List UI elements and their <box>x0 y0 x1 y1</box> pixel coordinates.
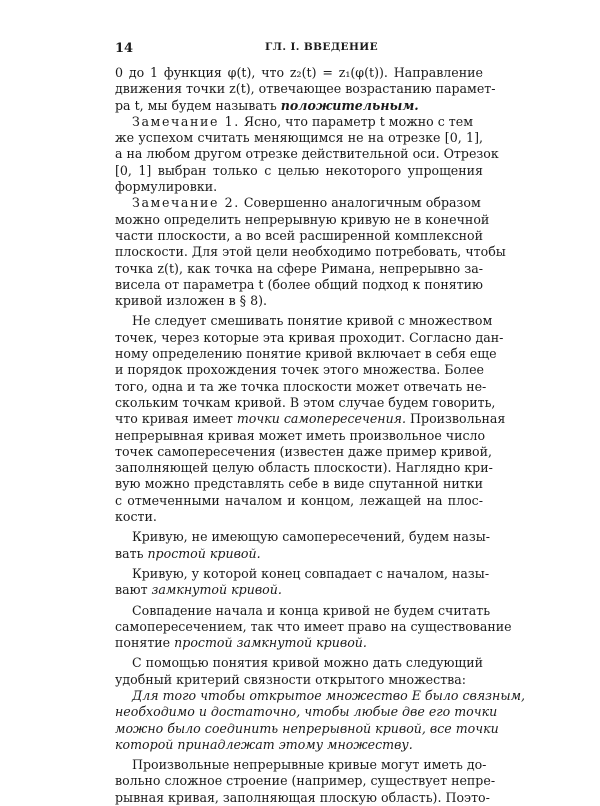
text-span: вать <box>115 545 148 561</box>
text-line: Кривую, у которой конец совпадает с началом, назы- <box>132 565 490 581</box>
text-line: движения точки z(t), отвечающее возрастанию парамет- <box>115 81 496 97</box>
text-line: же успехом считать меняющимся не на отрезке [0, 1], <box>115 130 483 146</box>
text-line <box>115 546 483 562</box>
text-line: непрерывная кривая может иметь произвольное число <box>115 427 486 443</box>
text-line <box>115 195 483 211</box>
text-line: с отмеченными началом и концом, лежащей на плос- <box>115 492 483 508</box>
term-positive: положительным. <box>280 97 419 113</box>
text-span: вают <box>115 582 152 598</box>
paragraph-simple-curve <box>115 529 491 562</box>
paragraph-connectivity <box>115 655 483 688</box>
paragraph-closed-curve <box>115 565 490 599</box>
text-line: кривой изложен в § 8). <box>115 293 267 309</box>
text-line: Совпадение начала и конца кривой не будем считать <box>132 602 491 618</box>
text-span: ра t, мы будем называть <box>115 97 281 113</box>
text-line: вольно сложное строение (например, существует непре- <box>115 773 496 789</box>
text-line: самопересечением, так что имеет право на существование <box>115 618 512 634</box>
connectivity-criterion <box>115 687 526 753</box>
text-line: необходимо и достаточно, чтобы любые две его точки <box>115 704 498 720</box>
text-line: а на любом другом отрезке действительной оси. Отрезок <box>115 146 499 162</box>
text-line: плоскости. Для этой цели необходимо потребовать, чтобы <box>115 244 506 260</box>
text-span: можно было соединить <box>115 720 283 736</box>
text-span: все точки <box>425 720 499 736</box>
text-line: С помощью понятия кривой можно дать следующий <box>132 655 483 671</box>
text-line: точек, через которые эта кривая проходит. Согласно дан- <box>115 329 504 345</box>
text-line: и порядок прохождения точек этого множества. Более <box>115 362 485 378</box>
text-line: заполняющей целую область плоскости). Наглядно кри- <box>115 460 493 476</box>
text-line: точек самопересечения (известен даже пример кривой, <box>115 443 492 459</box>
text-line <box>115 114 483 130</box>
term-self-intersection: точки самопересечения. <box>236 411 407 427</box>
remark-1 <box>115 113 499 195</box>
text-line: скольким точкам кривой. В этом случае будем говорить, <box>115 394 496 410</box>
text-line <box>115 582 483 598</box>
paragraph-simple-closed-curve <box>115 602 512 652</box>
text-line: висела от параметра t (более общий подход к понятию <box>115 276 483 292</box>
remark-2 <box>115 195 506 309</box>
text-line: кости. <box>115 509 157 525</box>
text-span: непрерывной кривой, <box>282 720 426 736</box>
text-line: рывная кривая, заполняющая плоскую область). Поэто- <box>115 789 490 805</box>
text-line: Для того чтобы открытое множество E было связным, <box>132 687 526 703</box>
paragraph-self-intersection <box>115 313 506 525</box>
text-line <box>115 98 483 114</box>
text-line <box>115 720 499 737</box>
text-line: формулировки. <box>115 179 218 195</box>
text-line: ному определению понятие кривой включает в себя еще <box>115 346 497 362</box>
text-line: можно определить непрерывную кривую не в конечной <box>115 211 490 227</box>
text-span: Произвольная <box>406 411 506 427</box>
text-span: понятие <box>115 635 175 651</box>
term-simple-curve: простой кривой. <box>147 545 261 561</box>
text-line <box>115 635 483 651</box>
text-line: Произвольные непрерывные кривые могут иметь до- <box>132 757 487 773</box>
page-header <box>115 41 480 57</box>
main-text <box>115 65 526 806</box>
running-head: ГЛ. I. ВВЕДЕНИЕ <box>265 41 379 53</box>
text-line: части плоскости, а во всей расширенной комплексной <box>115 227 483 243</box>
text-line: Не следует смешивать понятие кривой с множеством <box>132 313 493 329</box>
text-line: того, одна и та же точка плоскости может отвечать не- <box>115 378 487 394</box>
page-number: 14 <box>115 41 134 56</box>
text-line: 0 до 1 функция φ(t), что z₂(t) = z₁(φ(t)). Направление <box>115 65 483 80</box>
paragraph-orientation <box>115 65 496 114</box>
text-line: Кривую, не имеющую самопересечений, будем назы- <box>132 529 491 545</box>
text-line <box>115 411 506 427</box>
remark-2-label: Замечание 2. <box>132 195 240 211</box>
text-line: точка z(t), как точка на сфере Римана, непрерывно за- <box>115 260 483 276</box>
remark-1-label: Замечание 1. <box>132 113 240 129</box>
text-span: что кривая имеет <box>115 411 237 427</box>
text-line: которой принадлежат этому множеству. <box>115 736 413 752</box>
text-line: [0, 1] выбран только с целью некоторого упрощения <box>115 162 483 178</box>
term-closed-curve: замкнутой кривой. <box>151 582 282 598</box>
text-line: удобный критерий связности открытого множества: <box>115 671 467 687</box>
text-line: вую можно представлять себе в виде спутанной нитки <box>115 476 483 492</box>
text-span: Ясно, что параметр t можно с тем <box>239 113 474 129</box>
paragraph-complex-curves <box>115 757 496 806</box>
term-simple-closed-curve: простой замкнутой кривой. <box>174 635 367 651</box>
text-span: Совершенно аналогичным образом <box>239 195 481 211</box>
